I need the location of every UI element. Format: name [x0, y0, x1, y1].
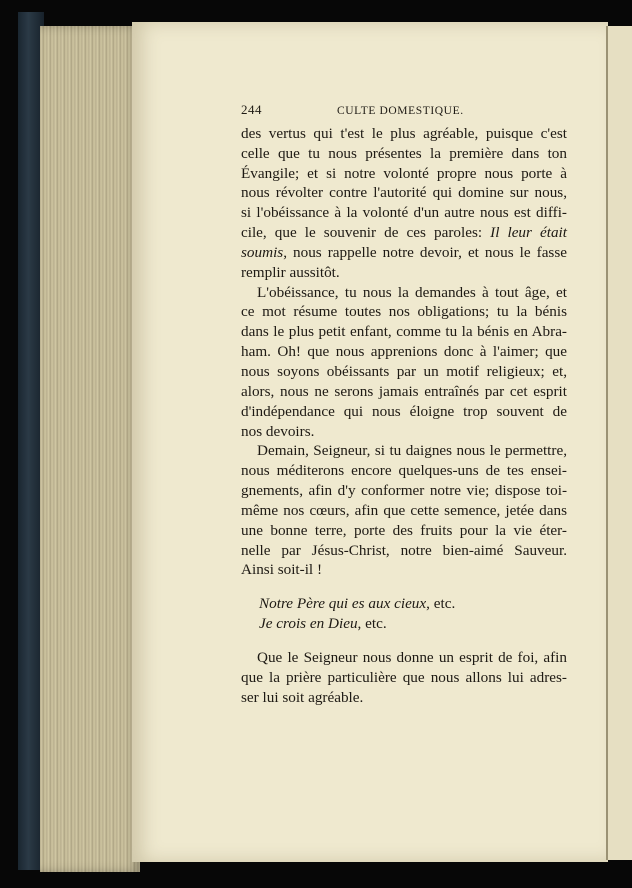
text-line — [241, 243, 567, 263]
paragraph-1 — [241, 124, 567, 283]
prayer-etc: , etc. — [357, 615, 387, 633]
text-line: Demain, Seigneur, si tu daignes nous le permettre, — [257, 442, 567, 460]
text-line: ham. Oh! que nous apprenions donc à l'aimer; que — [241, 343, 567, 361]
text-line: Évangile; et si notre volonté propre nous porte à — [241, 164, 567, 182]
text-line: nos devoirs. — [241, 422, 315, 440]
text-line: nous révolter contre l'autorité qui domine sur nous, — [241, 184, 567, 202]
page-number: 244 — [241, 102, 262, 117]
text-line: que la prière particulière que nous allons lui adres- — [241, 668, 567, 686]
text-line — [241, 223, 567, 243]
text-line: si l'obéissance à la volonté d'un autre nous est diffi- — [241, 204, 567, 222]
text-line: ser lui soit agréable. — [241, 688, 364, 706]
prayer-line — [241, 594, 567, 614]
text-run: cile, que le souvenir de ces paroles: — [241, 224, 491, 242]
paragraph-2 — [241, 283, 567, 442]
italic-quote: soumis — [241, 243, 284, 261]
prayer-etc: , etc. — [426, 595, 456, 613]
spacer — [241, 634, 567, 648]
paragraph-4 — [241, 648, 567, 708]
prayer-title: Je crois en Dieu — [259, 615, 358, 633]
text-line: nelle par Jésus-Christ, notre bien-aimé Sauveur. — [241, 541, 567, 559]
text-line: même nos cœurs, afin que cette semence, jetée dans — [241, 501, 567, 519]
italic-quote: Il leur était — [490, 224, 567, 242]
page-edges — [40, 26, 140, 872]
text-line: Ainsi soit-il ! — [241, 561, 323, 579]
text-line: nous méditerons encore quelques-uns de tes ensei- — [241, 462, 567, 480]
page-text — [241, 100, 567, 707]
spacer — [241, 580, 567, 594]
text-line: nous soyons obéissants par un motif religieux; et, — [241, 362, 567, 380]
prayer-title: Notre Père qui es aux cieux — [259, 595, 427, 613]
text-line: des vertus qui t'est le plus agréable, puisque c'est — [241, 124, 567, 142]
text-line: L'obéissance, tu nous la demandes à tout âge, et — [257, 283, 567, 301]
text-line: une bonne terre, porte des fruits pour la vie éter- — [241, 521, 567, 539]
text-line: d'indépendance qui nous éloigne trop souvent de — [241, 402, 567, 420]
text-line: alors, nous ne serons jamais entraînés par cet esprit — [241, 382, 567, 400]
text-line: Que le Seigneur nous donne un esprit de foi, afin — [257, 648, 567, 666]
prayer-line — [241, 614, 567, 634]
text-line: dans le plus petit enfant, comme tu la bénis en Abra- — [241, 323, 567, 341]
text-line: gnements, afin d'y conformer notre vie; dispose toi- — [241, 482, 567, 500]
prayer-list — [241, 594, 567, 634]
text-line: ce mot résume toutes nos obligations; tu la bénis — [241, 303, 567, 321]
facing-page-edge — [606, 26, 632, 860]
running-title: CULTE DOMESTIQUE. — [337, 105, 464, 117]
text-run: , nous rappelle notre devoir, et nous le fasse — [283, 243, 567, 261]
text-line: remplir aussitôt. — [241, 263, 340, 281]
running-header — [241, 100, 567, 122]
text-line: celle que tu nous présentes la première dans ton — [241, 144, 567, 162]
paragraph-3 — [241, 441, 567, 580]
